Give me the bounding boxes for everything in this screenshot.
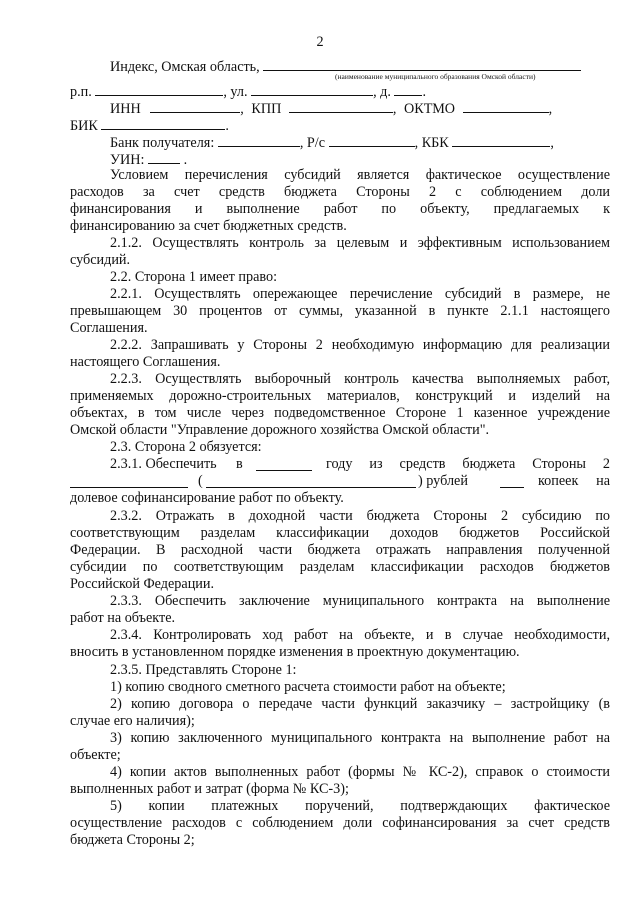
text-line: настоящего Соглашения. <box>70 354 221 370</box>
text-fragment: в <box>236 456 243 472</box>
text-line: объекте; <box>70 747 121 763</box>
index-label: Индекс, Омская область, <box>110 59 260 75</box>
oktmo-blank[interactable] <box>463 99 549 113</box>
text-line: вносить в установленном порядке изменения в проектную документацию. <box>70 644 520 660</box>
text-line: 2.2.3. Осуществлять выборочный контроль качества выполняемых работ, <box>110 371 610 387</box>
text-line: Условием перечисления субсидий является фактическое осуществление <box>110 167 610 183</box>
text-line: 2.3.1. Обеспечить <box>110 456 217 472</box>
text-line: 2.3.4. Контролировать ход работ на объекте, и в случае необходимости, <box>110 627 610 643</box>
house-blank[interactable] <box>394 82 422 96</box>
text-fragment: году из средств бюджета Стороны 2 <box>326 456 610 472</box>
text-line: финансированию за счет бюджетных средств. <box>70 218 347 234</box>
amount-blank[interactable] <box>70 474 188 488</box>
text-fragment: ( <box>198 473 203 489</box>
bik-label: БИК <box>70 118 98 134</box>
text-line: 2.2.2. Запрашивать у Стороны 2 необходимую информацию для реализации <box>110 337 610 353</box>
house-label: , д. <box>373 84 391 100</box>
inn-blank[interactable] <box>150 99 240 113</box>
text-line: 2.2. Сторона 1 имеет право: <box>110 269 278 285</box>
text-fragment: копеек на <box>538 473 610 489</box>
amount-words-blank[interactable] <box>206 474 416 488</box>
kopeks-blank[interactable] <box>500 474 524 488</box>
text-line: 3) копию заключенного муниципального контракта на выполнение работ на <box>110 730 610 746</box>
text-line: 4) копии актов выполненных работ (формы № КС-2), справок о стоимости <box>110 764 610 780</box>
inn-label: ИНН <box>110 101 141 117</box>
kpp-blank[interactable] <box>289 99 393 113</box>
rp-blank[interactable] <box>95 82 223 96</box>
text-line: Соглашения. <box>70 320 148 336</box>
street-label: , ул. <box>223 84 248 100</box>
year-blank[interactable] <box>256 457 312 471</box>
address-line: р.п. , ул. , д. . <box>70 84 427 100</box>
rs-blank[interactable] <box>329 133 415 147</box>
bik-line: БИК . <box>70 118 229 134</box>
rs-label: , Р/с <box>299 135 326 151</box>
bik-blank[interactable] <box>101 116 225 130</box>
text-line: превышающем 30 процентов от суммы, указанной в пункте 2.1.1 настоящего <box>70 303 610 319</box>
text-line: Федерации. В расходной части бюджета отражать направления полученной <box>70 542 610 558</box>
text-line: 1) копию сводного сметного расчета стоимости работ на объекте; <box>110 679 506 695</box>
oktmo-label: ОКТМО <box>404 101 456 117</box>
text-line: финансирования и выполнение работ по объекту, предлагаемых к <box>70 201 610 217</box>
kpp-label: КПП <box>251 101 282 117</box>
page-number: 2 <box>316 34 324 50</box>
text-line: 2.2.1. Осуществлять опережающее перечисление субсидий в размере, не <box>110 286 610 302</box>
text-line: осуществление расходов с соблюдением доли софинансирования за счет средств <box>70 815 610 831</box>
text-line: Омской области "Управление дорожного хозяйства Омской области". <box>70 422 490 438</box>
street-blank[interactable] <box>251 82 373 96</box>
text-line: работ на объекте. <box>70 610 176 626</box>
text-fragment: ) рублей <box>418 473 468 489</box>
kbk-blank[interactable] <box>452 133 550 147</box>
text-line: 5) копии платежных поручений, подтверждающих фактическое <box>110 798 610 814</box>
uin-line: УИН: . <box>110 152 188 168</box>
kbk-label: , КБК <box>414 135 449 151</box>
text-line: 2.1.2. Осуществлять контроль за целевым и эффективным использованием <box>110 235 610 251</box>
rp-label: р.п. <box>70 84 92 100</box>
text-line: 2.3. Сторона 2 обязуется: <box>110 439 262 455</box>
text-line: субсидий. <box>70 252 131 268</box>
text-line: Российской Федерации. <box>70 576 215 592</box>
uin-blank[interactable] <box>148 150 180 164</box>
municipality-blank[interactable] <box>263 57 581 71</box>
text-line: субсидии по соответствующим разделам классификации расходов бюджетов <box>70 559 610 575</box>
uin-label: УИН: <box>110 152 145 168</box>
bank-line: Банк получателя: , Р/с , КБК , <box>110 135 554 151</box>
text-line: 2) копию договора о передаче части функций заказчику – застройщику (в <box>110 696 610 712</box>
text-line: бюджета Стороны 2; <box>70 832 195 848</box>
text-line: случае его наличия); <box>70 713 195 729</box>
text-line: 2.3.5. Представлять Стороне 1: <box>110 662 297 678</box>
text-line: применяемых дорожно-строительных материалов, конструкций и изделий на <box>70 388 610 404</box>
municipal-caption: (наименование муниципального образования Омской области) <box>335 72 536 81</box>
text-line: 2.3.3. Обеспечить заключение муниципального контракта на выполнение <box>110 593 610 609</box>
bank-label: Банк получателя: <box>110 135 215 151</box>
text-line: объектах, в том числе через подведомственное Стороне 1 казенное учреждение <box>70 405 610 421</box>
text-line: долевое софинансирование работ по объекту. <box>70 490 344 506</box>
text-line: выполненных работ и затрат (форма № КС-3); <box>70 781 349 797</box>
bank-blank[interactable] <box>218 133 300 147</box>
text-line: соответствующим разделам классификации доходов бюджетов Российской <box>70 525 610 541</box>
text-line: расходов за счет средств бюджета Стороны 2 с соблюдением доли <box>70 184 610 200</box>
inn-line: ИНН , КПП , ОКТМО , <box>110 101 553 117</box>
text-line: 2.3.2. Отражать в доходной части бюджета Стороны 2 субсидию по <box>110 508 610 524</box>
